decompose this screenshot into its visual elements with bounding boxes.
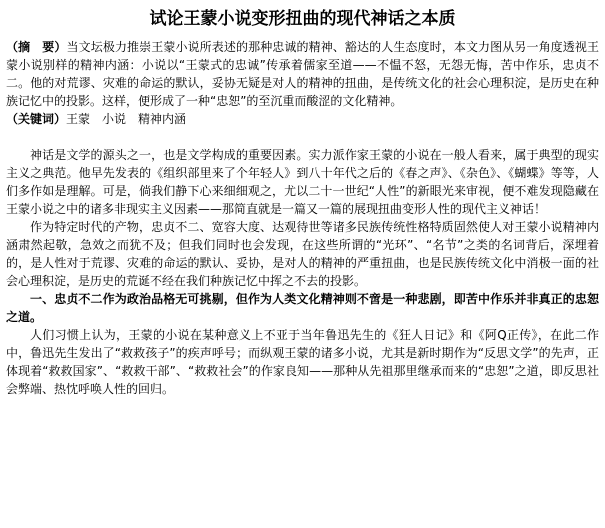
section-heading: 一、忠贞不二作为政治品格无可挑剔，但作为人类文化精神则不啻是一种悲剧，即苦中作乐并非真正的忠恕之道。 (6, 292, 599, 324)
keywords-paragraph (6, 110, 599, 128)
section-paragraph-1: 人们习惯上认为，王蒙的小说在某种意义上不亚于当年鲁迅先生的《狂人日记》和《阿Q正传》，在此二作中，鲁迅先生发出了“救救孩子”的疾声呼号；而纵观王蒙的诸多小说，尤其是新时期作为“反思文学”的先声，正体现着“救救国家”、“救救干部”、“救救社会”的作家良知——那种从先祖那里继承而来的“忠恕”之道，即反思社会弊端、热忱呼唤人性的回归。 (6, 328, 599, 396)
abstract-label: （摘 要） (6, 40, 67, 54)
abstract-paragraph (6, 38, 599, 110)
keywords-label: （关键词） (6, 112, 67, 126)
document-title: 试论王蒙小说变形扭曲的现代神话之本质 (149, 9, 456, 29)
body-paragraph-1: 神话是文学的源头之一，也是文学构成的重要因素。实力派作家王蒙的小说在一般人看来，属于典型的现实主义之典范。他早先发表的《组织部里来了个年轻人》到八十年代之后的《春之声》、《杂色》、《蝴蝶》等等，人们多作如是理解。可是，倘我们静下心来细细观之，尤以二十一世纪“人性”的新眼光来审视，便不难发现隐藏在王蒙小说之中的诸多非现实主义因素——那简直就是一篇又一篇的展现扭曲变形人性的现代主义神话！ (6, 148, 599, 216)
keywords-text: 王蒙 小说 精神内涵 (66, 112, 187, 126)
body-paragraph-2: 作为特定时代的产物，忠贞不二、宽容大度、达观待世等诸多民族传统性格特质固然使人对王蒙小说精神内涵肃然起敬，急效之而犹不及；但我们同时也会发现，在这些所谓的“光环”、“名节”之类的名词背后，深埋着的，是人性对于荒谬、灾难的命运的默认、妥协，是对人的精神的严重扭曲，也是民族传统文化中消极一面的社会心理积淀，是历史的荒诞不经在我们种族记忆中挥之不去的投影。 (6, 220, 599, 288)
abstract-text: 当文坛极力推崇王蒙小说所表述的那种忠诚的精神、豁达的人生态度时，本文力图从另一角度透视王蒙小说别样的精神内涵：小说以“王蒙式的忠诚”传承着儒家至道——不愠不怒，无怨无悔，苦中作乐，忠贞不二。他的对荒谬、灾难的命运的默认，妥协无疑是对人的精神的扭曲，是传统文化的社会心理积淀，是历史在种族记忆中的投影。这样，便形成了一种“忠恕”的至沉重而酸涩的文化精神。 (6, 40, 599, 108)
spacer (6, 128, 599, 146)
